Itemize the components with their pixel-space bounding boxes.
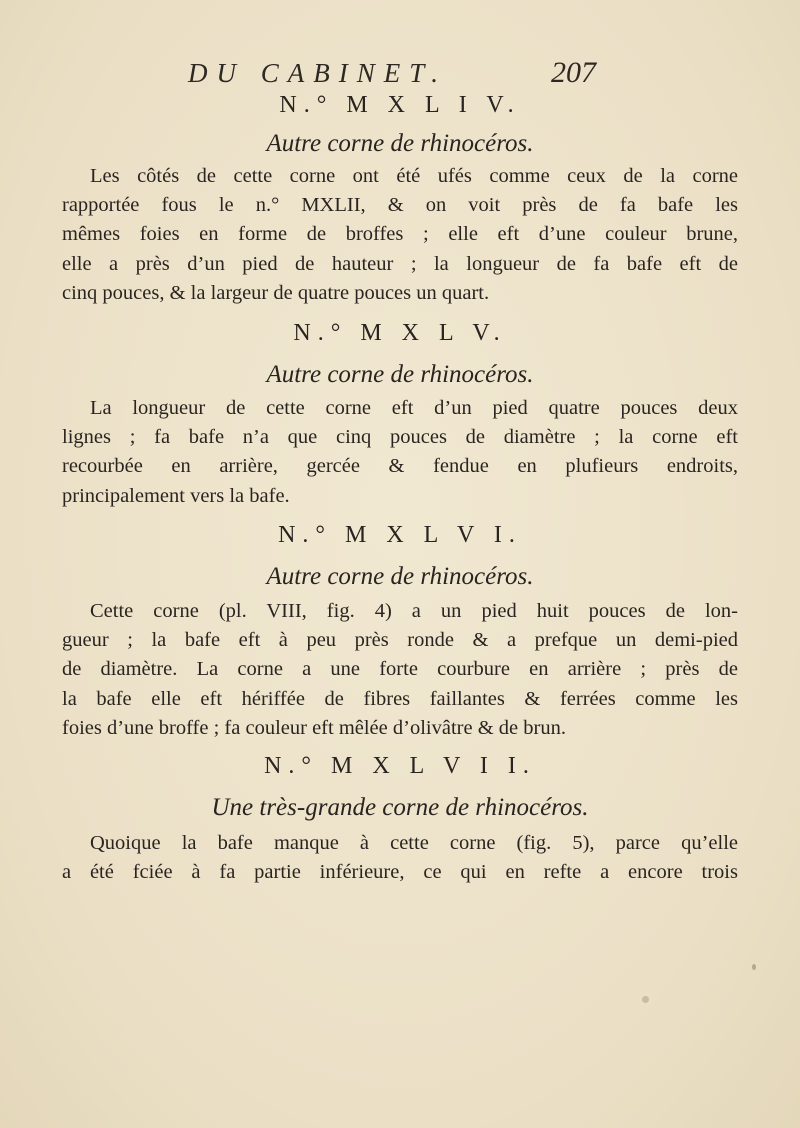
entry-title: Autre corne de rhinocéros. bbox=[266, 130, 534, 157]
text-line: mêmes foies en forme de broffes ; elle eft d’une couleur brune, bbox=[62, 223, 738, 246]
text-line: elle a près d’un pied de hauteur ; la longueur de fa bafe eft de bbox=[62, 252, 738, 275]
paper-speck bbox=[752, 964, 756, 970]
text-line: La longueur de cette corne eft d’un pied quatre pouces deux bbox=[90, 397, 738, 419]
text-line: Quoique la bafe manque à cette corne (fig. 5), parce qu’elle bbox=[90, 832, 738, 854]
running-head bbox=[188, 58, 608, 92]
entry-paragraph bbox=[62, 597, 738, 743]
text-line: Les côtés de cette corne ont été ufés comme ceux de la corne bbox=[90, 165, 738, 187]
text-line: gueur ; la bafe eft à peu près ronde & a prefque un demi-pied bbox=[62, 629, 738, 652]
text-line: recourbée en arrière, gercée & fendue en plufieurs endroits, bbox=[62, 455, 738, 478]
paper-speck bbox=[642, 996, 649, 1003]
text-line: de diamètre. La corne a une forte courbure en arrière ; près de bbox=[62, 658, 738, 681]
text-line: Cette corne (pl. VIII, fig. 4) a un pied huit pouces de lon- bbox=[90, 600, 738, 622]
entry-title: Autre corne de rhinocéros. bbox=[266, 563, 534, 590]
entry-title: Une très-grande corne de rhinocéros. bbox=[211, 794, 589, 821]
running-title: DU CABINET. bbox=[188, 58, 447, 88]
entry-number: N.° M X L I V. bbox=[279, 92, 521, 118]
entry-title: Autre corne de rhinocéros. bbox=[266, 361, 534, 388]
text-line: lignes ; fa bafe n’a que cinq pouces de diamètre ; la corne eft bbox=[62, 426, 738, 449]
text-line: la bafe elle eft hériffée de fibres faillantes & ferrées comme les bbox=[62, 687, 738, 710]
text-line: cinq pouces, & la largeur de quatre pouces un quart. bbox=[62, 281, 490, 304]
text-line: principalement vers la bafe. bbox=[62, 484, 290, 507]
entry-number: N.° M X L V I. bbox=[278, 522, 522, 548]
entry-number: N.° M X L V. bbox=[293, 320, 507, 346]
entry-number: N.° M X L V I I. bbox=[264, 753, 536, 779]
text-line: rapportée fous le n.° MXLII, & on voit près de fa bafe les bbox=[62, 194, 738, 217]
entry-paragraph bbox=[62, 829, 738, 887]
page-number: 207 bbox=[551, 56, 596, 89]
entry-paragraph bbox=[62, 162, 738, 308]
entry-paragraph bbox=[62, 394, 738, 511]
text-line: foies d’une broffe ; fa couleur eft mêlée d’olivâtre & de brun. bbox=[62, 716, 566, 739]
text-line: a été fciée à fa partie inférieure, ce qui en refte a encore trois bbox=[62, 861, 738, 884]
